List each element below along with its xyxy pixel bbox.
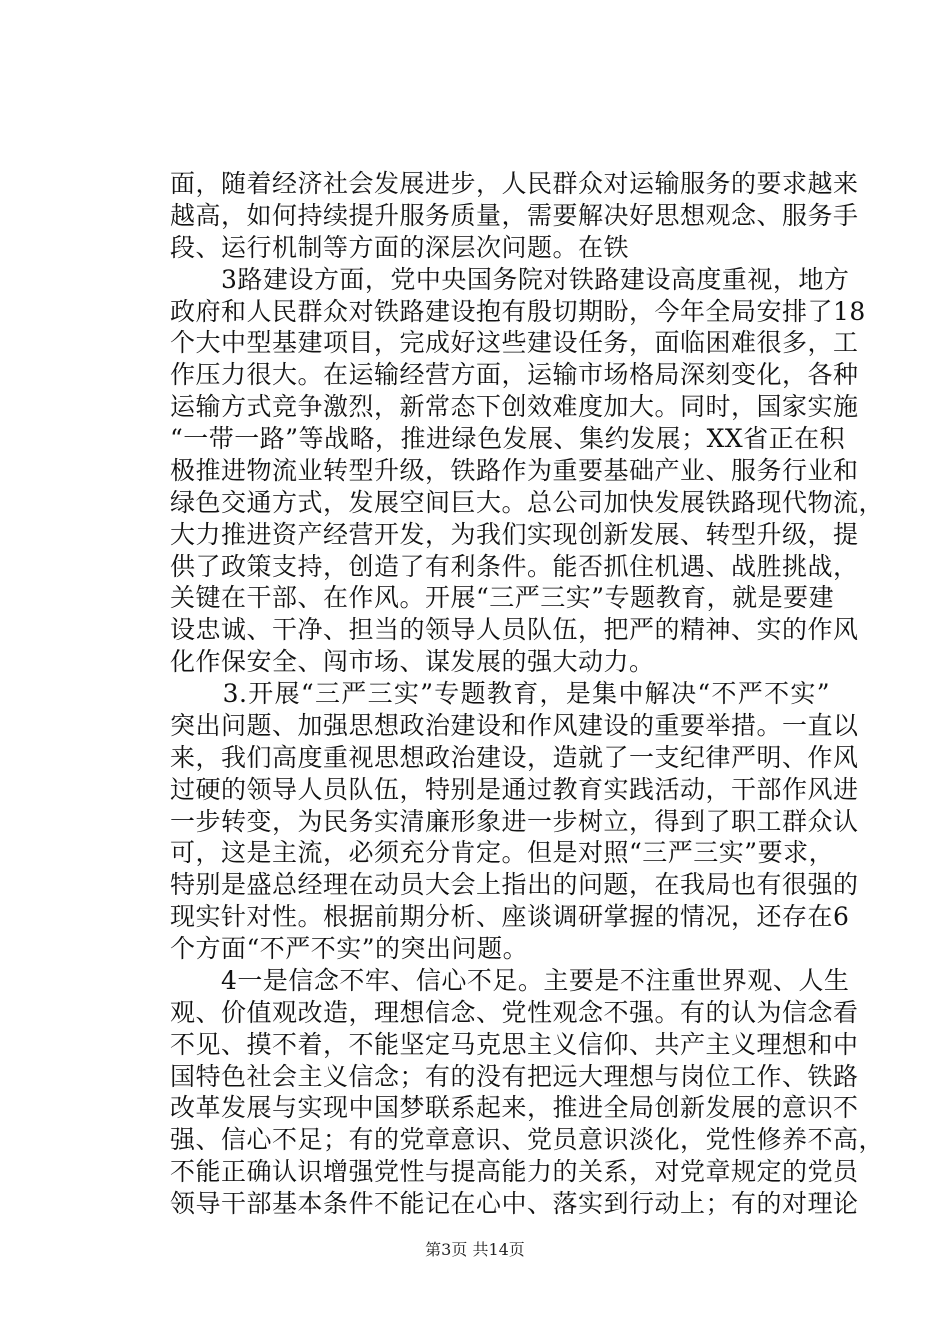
text-line: 可，这是主流，必须充分肯定。但是对照“三严三实”要求， bbox=[170, 838, 835, 868]
text-line: 过硬的领导人员队伍，特别是通过教育实践活动，干部作风进 bbox=[170, 774, 859, 804]
text-line: 面，随着经济社会发展进步，人民群众对运输服务的要求越来 bbox=[170, 169, 859, 198]
text-line: 3路建设方面，党中央国务院对铁路建设高度重视，地方 bbox=[170, 264, 850, 294]
text-line: 特别是盛总经理在动员大会上指出的问题，在我局也有很强的 bbox=[170, 870, 859, 900]
text-line: 段、运行机制等方面的深层次问题。在铁 bbox=[170, 232, 630, 262]
text-line: 不能正确认识增强党性与提高能力的关系，对党章规定的党员 bbox=[170, 1157, 859, 1187]
text-line: 现实针对性。根据前期分析、座谈调研掌握的情况，还存在6 bbox=[170, 902, 850, 932]
text-line: 突出问题、加强思想政治建设和作风建设的重要举措。一直以 bbox=[170, 710, 859, 740]
text-line: 个大中型基建项目，完成好这些建设任务，面临困难很多，工 bbox=[170, 328, 859, 358]
text-line: 化作保安全、闯市场、谋发展的强大动力。 bbox=[170, 647, 655, 677]
text-line: 观、价值观改造，理想信念、党性观念不强。有的认为信念看 bbox=[170, 997, 859, 1027]
text-line: 关键在干部、在作风。开展“三严三实”专题教育，就是要建 bbox=[170, 583, 835, 613]
text-line: 强、信心不足；有的党章意识、党员意识淡化，党性修养不高， bbox=[170, 1125, 885, 1155]
text-line: 设忠诚、干净、担当的领导人员队伍，把严的精神、实的作风 bbox=[170, 615, 859, 645]
text-line: 改革发展与实现中国梦联系起来，推进全局创新发展的意识不 bbox=[170, 1093, 859, 1123]
text-line: 供了政策支持，创造了有利条件。能否抓住机遇、战胜挑战， bbox=[170, 551, 859, 581]
text-line: 越高，如何持续提升服务质量，需要解决好思想观念、服务手 bbox=[170, 200, 859, 230]
text-line: 来，我们高度重视思想政治建设，造就了一支纪律严明、作风 bbox=[170, 742, 859, 772]
text-line: 作压力很大。在运输经营方面，运输市场格局深刻变化，各种 bbox=[170, 360, 859, 390]
text-line: “一带一路”等战略，推进绿色发展、集约发展；XX省正在积 bbox=[170, 424, 846, 453]
text-line: 国特色社会主义信念；有的没有把远大理想与岗位工作、铁路 bbox=[170, 1061, 859, 1091]
text-line: 个方面“不严不实”的突出问题。 bbox=[170, 934, 529, 963]
text-line: 绿色交通方式，发展空间巨大。总公司加快发展铁路现代物流， bbox=[170, 487, 885, 517]
text-line: 不见、摸不着，不能坚定马克思主义信仰、共产主义理想和中 bbox=[170, 1029, 859, 1059]
text-line: 大力推进资产经营开发，为我们实现创新发展、转型升级，提 bbox=[170, 519, 859, 549]
text-line: 领导干部基本条件不能记在心中、落实到行动上；有的对理论 bbox=[170, 1189, 859, 1218]
text-line: 4一是信念不牢、信心不足。主要是不注重世界观、人生 bbox=[170, 965, 850, 995]
text-line: 运输方式竞争激烈，新常态下创效难度加大。同时，国家实施 bbox=[170, 392, 859, 422]
page-number-footer: 第3页 共14页 bbox=[425, 1240, 525, 1259]
text-line: 3.开展“三严三实”专题教育，是集中解决“不严不实” bbox=[170, 679, 830, 708]
text-line: 极推进物流业转型升级，铁路作为重要基础产业、服务行业和 bbox=[170, 455, 859, 485]
text-line: 政府和人民群众对铁路建设抱有殷切期盼，今年全局安排了18 bbox=[170, 296, 866, 326]
text-line: 一步转变，为民务实清廉形象进一步树立，得到了职工群众认 bbox=[170, 806, 859, 836]
